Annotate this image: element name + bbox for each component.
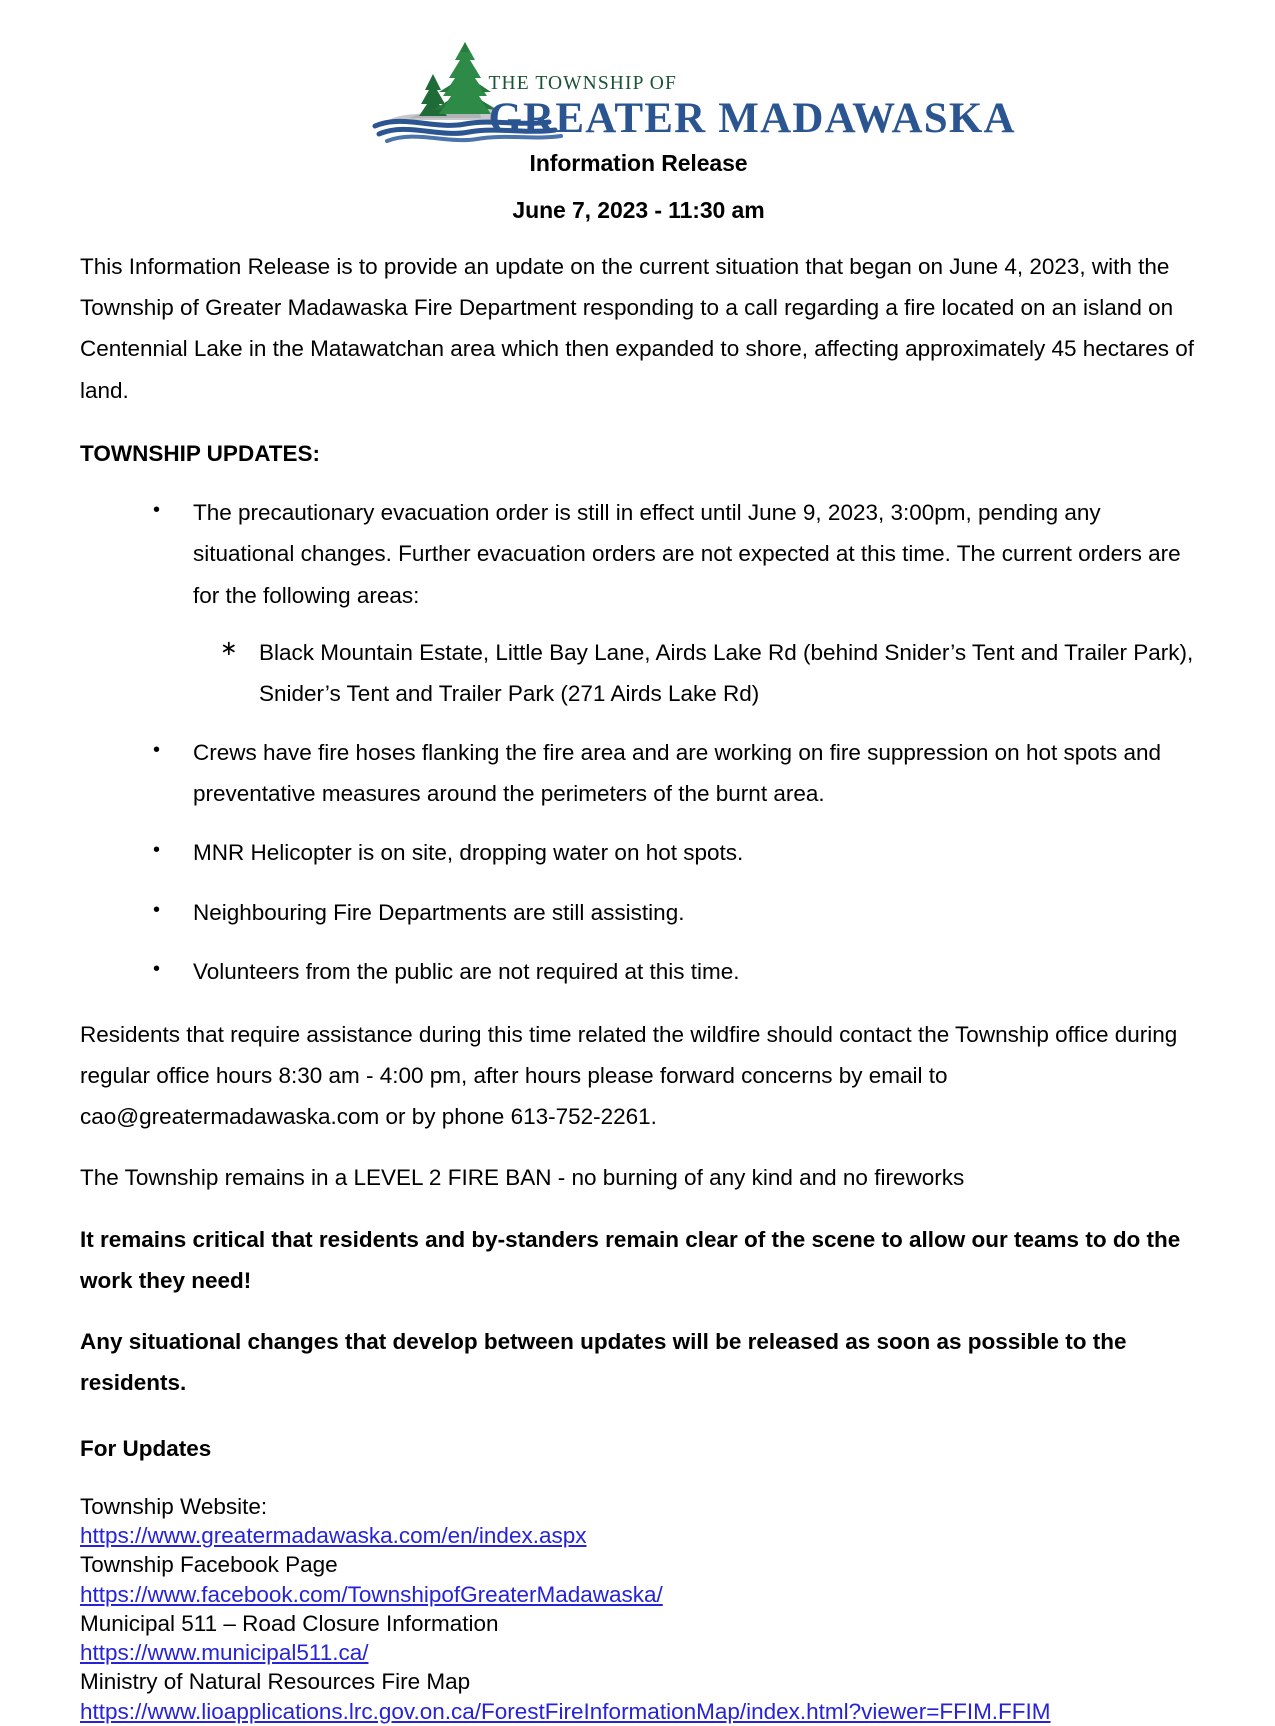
list-item-text: The precautionary evacuation order is still in effect until June 9, 2023, 3:00pm, pending any situational changes. Further evacuation orders are not expected at this time. The current orders are for the following areas:	[193, 500, 1181, 608]
critical-notice-paragraph: It remains critical that residents and by-standers remain clear of the scene to allow our teams to do the work they need!	[80, 1226, 1181, 1293]
bullet-icon: •	[153, 839, 161, 862]
contact-paragraph: Residents that require assistance during this time related the wildfire should contact the Township office during regular office hours 8:30 am - 4:00 pm, after hours please forward concerns by email to cao@greatermadawaska.com or by phone 613-752-2261.	[80, 1021, 1178, 1130]
for-updates-heading: For Updates	[80, 1436, 212, 1462]
list-item-text: MNR Helicopter is on site, dropping water on hot spots.	[193, 840, 744, 866]
township-updates-heading	[80, 411, 1197, 475]
bullet-icon: •	[153, 957, 161, 980]
link-facebook[interactable]: https://www.facebook.com/TownshipofGreaterMadawaska/	[80, 1581, 663, 1607]
list-item-text: Crews have fire hoses flanking the fire area and are working on fire suppression on hot spots and preventative measures around the perimeters of the burnt area.	[193, 740, 1162, 807]
link-label-facebook: Township Facebook Page	[80, 1552, 338, 1578]
logo-line-2: GREATER MADAWASKA	[488, 94, 1016, 142]
bullet-icon: •	[153, 499, 161, 522]
evacuation-areas-list	[193, 616, 1197, 714]
intro-paragraph: This Information Release is to provide an update on the current situation that began on June 4, 2023, with the Township of Greater Madawaska Fire Department responding to a call regarding a fire located on an island on Centennial Lake in the Matawatchan area which then expanded to shore, affecting approximately 45 hectares of land.	[80, 254, 1195, 403]
township-updates-heading-colon: :	[312, 440, 321, 466]
link-label-municipal-511: Municipal 511 – Road Closure Information	[80, 1610, 499, 1636]
fire-ban-paragraph: The Township remains in a LEVEL 2 FIRE BAN - no burning of any kind and no fireworks	[80, 1165, 965, 1191]
list-item	[193, 616, 1197, 714]
list-item	[80, 814, 1197, 873]
list-item-text: Black Mountain Estate, Little Bay Lane, Airds Lake Rd (behind Snider’s Tent and Trailer Park), Snider’s Tent and Trailer Park (271 Airds Lake Rd)	[259, 639, 1194, 706]
asterisk-bullet-icon: ∗	[220, 636, 238, 660]
township-updates-heading-label: TOWNSHIP UPDATES	[80, 440, 313, 466]
link-township-website[interactable]: https://www.greatermadawaska.com/en/index.aspx	[80, 1523, 587, 1549]
link-municipal-511[interactable]: https://www.municipal511.ca/	[80, 1640, 369, 1666]
list-item	[80, 933, 1197, 992]
logo-wordmark	[489, 74, 1016, 140]
township-logo	[369, 34, 1016, 146]
list-item	[80, 714, 1197, 814]
list-item	[80, 874, 1197, 933]
link-label-township-website: Township Website:	[80, 1493, 268, 1519]
list-item-text: Neighbouring Fire Departments are still assisting.	[193, 899, 685, 925]
link-label-mnr-fire-map: Ministry of Natural Resources Fire Map	[80, 1669, 471, 1695]
list-item	[80, 474, 1197, 714]
for-updates-links	[80, 1470, 1197, 1726]
bullet-icon: •	[153, 898, 161, 921]
link-mnr-fire-map[interactable]: https://www.lioapplications.lrc.gov.on.ca/ForestFireInformationMap/index.html?viewer=FFIM.FFIM	[80, 1698, 1051, 1724]
situational-changes-paragraph: Any situational changes that develop between updates will be released as soon as possible to the residents.	[80, 1328, 1127, 1396]
page-subtitle: June 7, 2023 - 11:30 am	[512, 197, 765, 223]
logo-line-1: THE TOWNSHIP OF	[488, 73, 677, 94]
township-updates-list	[80, 474, 1197, 992]
page-title: Information Release	[529, 150, 748, 176]
bullet-icon: •	[153, 739, 161, 762]
list-item-text: Volunteers from the public are not required at this time.	[193, 958, 740, 984]
logo-header	[80, 0, 1197, 146]
